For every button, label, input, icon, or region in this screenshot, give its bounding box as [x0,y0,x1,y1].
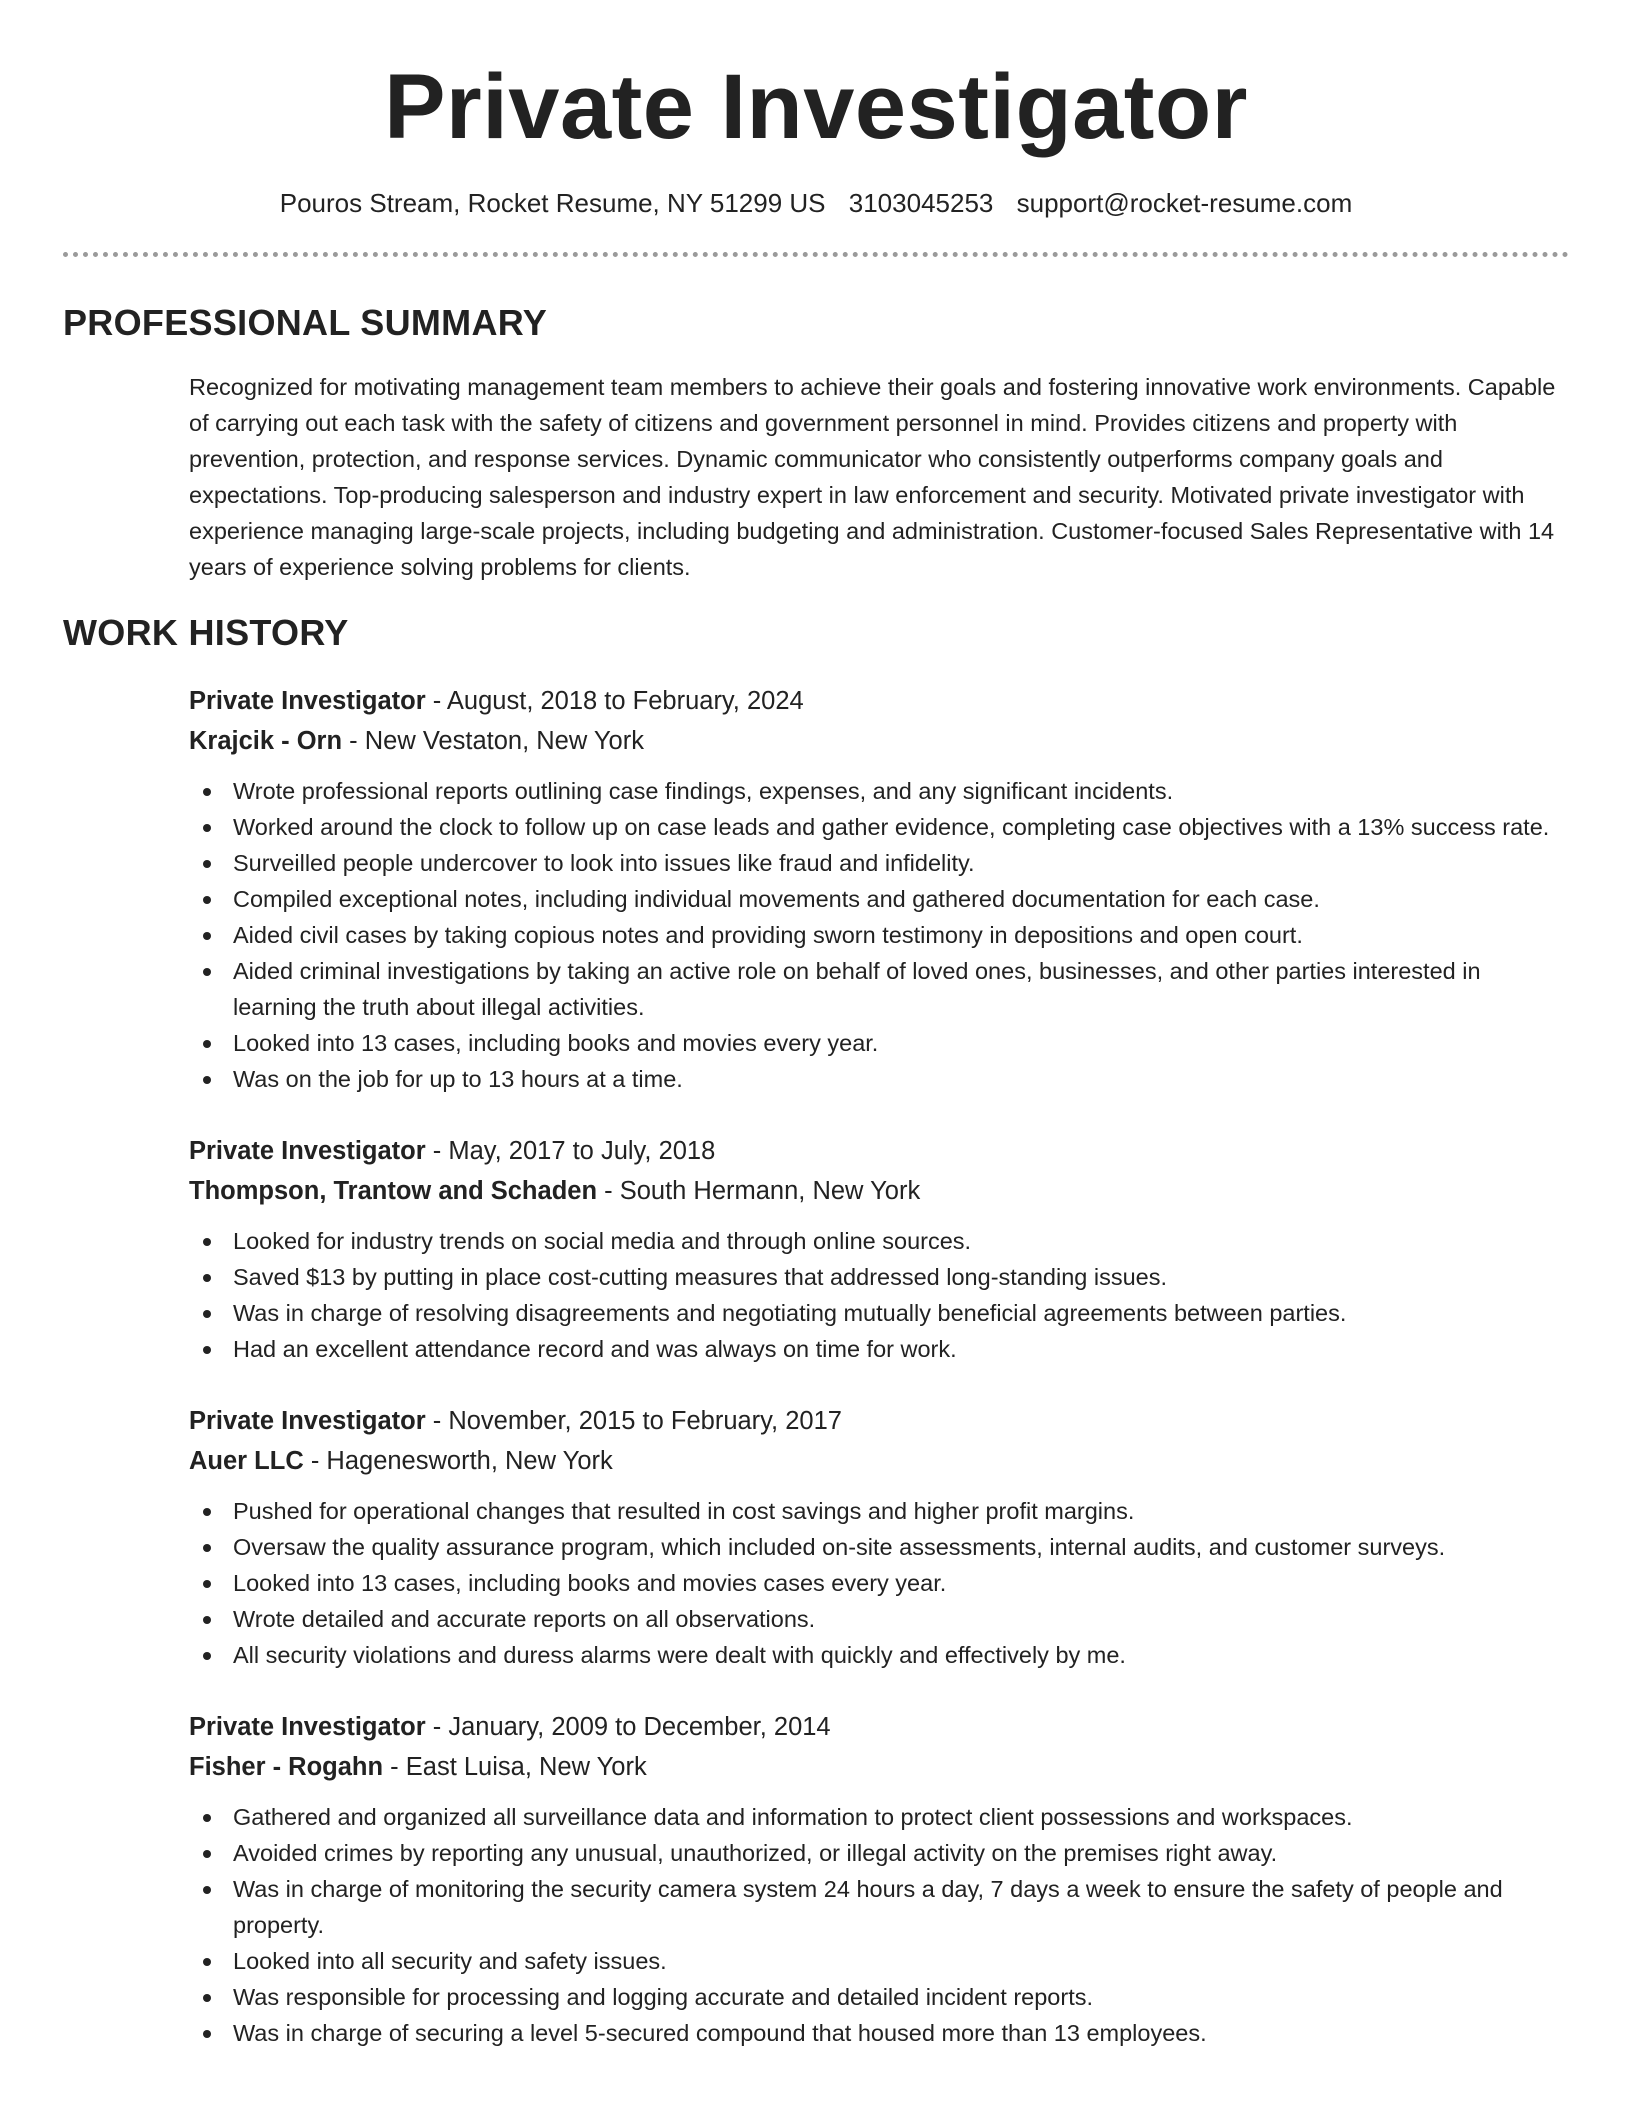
professional-summary-section [63,301,1569,585]
job-bullet-list [189,1493,1569,1673]
job-bullet: Was on the job for up to 13 hours at a time. [189,1061,1569,1097]
job-location: - East Luisa, New York [383,1753,647,1781]
job-role: Private Investigator [189,687,426,715]
job-bullet: Looked into 13 cases, including books and movies every year. [189,1025,1569,1061]
job-company: Auer LLC [189,1447,304,1475]
job-bullet: Oversaw the quality assurance program, which included on-site assessments, internal audits, and customer surveys. [189,1529,1569,1565]
job-location: - New Vestaton, New York [342,727,644,755]
job-bullet: Saved $13 by putting in place cost-cutting measures that addressed long-standing issues. [189,1259,1569,1295]
job-bullet: Looked for industry trends on social media and through online sources. [189,1223,1569,1259]
job-company-line [189,1747,1569,1787]
work-history-heading: WORK HISTORY [63,612,349,653]
job-bullet: Worked around the clock to follow up on case leads and gather evidence, completing case objectives with a 13% success rate. [189,809,1569,845]
job-role: Private Investigator [189,1137,426,1165]
job-company-line [189,721,1569,761]
job-bullet: Gathered and organized all surveillance data and information to protect client possessions and workspaces. [189,1799,1569,1835]
job-bullet: Surveilled people undercover to look into issues like fraud and infidelity. [189,845,1569,881]
job-title-line [189,1401,1569,1441]
job-bullet: Was in charge of monitoring the security camera system 24 hours a day, 7 days a week to ensure the safety of people and property. [189,1871,1569,1943]
job-bullet: Aided criminal investigations by taking an active role on behalf of loved ones, businesses, and other parties interested in learning the truth about illegal activities. [189,953,1569,1025]
contact-email: support@rocket-resume.com [1016,188,1353,218]
job-bullet: Was in charge of resolving disagreements and negotiating mutually beneficial agreements between parties. [189,1295,1569,1331]
job-bullet-list [189,773,1569,1097]
contact-info [63,186,1569,220]
job-bullet: Was in charge of securing a level 5-secured compound that housed more than 13 employees. [189,2015,1569,2051]
job-location: - Hagenesworth, New York [303,1447,613,1475]
job-bullet: Pushed for operational changes that resulted in cost savings and higher profit margins. [189,1493,1569,1529]
job-bullet: Looked into 13 cases, including books and movies cases every year. [189,1565,1569,1601]
contact-address: Pouros Stream, Rocket Resume, NY 51299 US [279,188,826,218]
job-bullet-list [189,1799,1569,2051]
job-bullet: Wrote professional reports outlining case findings, expenses, and any significant incidents. [189,773,1569,809]
job-company: Fisher - Rogahn [189,1753,384,1781]
candidate-name: Private Investigator [384,56,1248,158]
summary-text: Recognized for motivating management team members to achieve their goals and fostering innovative work environments. Capable of carrying out each task with the safety of citizens and government personnel in mind. Provides citizens and property with prevention, protection, and response services. Dynamic communicator who consistently outperforms company goals and expectations. Top-producing salesperson and industry expert in law enforcement and security. Motivated private investigator with experience managing large-scale projects, including budgeting and administration. Customer-focused Sales Representative with 14 years of experience solving problems for clients. [189,374,1556,580]
job-bullet: Had an excellent attendance record and was always on time for work. [189,1331,1569,1367]
job-bullet: Was responsible for processing and logging accurate and detailed incident reports. [189,1979,1569,2015]
job-company-line [189,1171,1569,1211]
work-history-section [63,611,1569,2051]
job-bullet: Looked into all security and safety issues. [189,1943,1569,1979]
job-dates: - November, 2015 to February, 2017 [425,1407,842,1435]
job-title-line [189,681,1569,721]
job-dates: - August, 2018 to February, 2024 [425,687,804,715]
job-entry [189,1401,1569,1673]
job-bullet: All security violations and duress alarms were dealt with quickly and effectively by me. [189,1637,1569,1673]
job-company-line [189,1441,1569,1481]
job-bullet: Wrote detailed and accurate reports on all observations. [189,1601,1569,1637]
job-dates: - May, 2017 to July, 2018 [425,1137,716,1165]
job-title-line [189,1131,1569,1171]
job-company: Krajcik - Orn [189,727,343,755]
job-bullet: Compiled exceptional notes, including individual movements and gathered documentation for each case. [189,881,1569,917]
job-company: Thompson, Trantow and Schaden [189,1177,598,1205]
job-dates: - January, 2009 to December, 2014 [425,1713,831,1741]
job-location: - South Hermann, New York [597,1177,921,1205]
job-role: Private Investigator [189,1713,426,1741]
job-bullet: Aided civil cases by taking copious notes and providing sworn testimony in depositions and open court. [189,917,1569,953]
header-divider [63,252,1569,257]
job-entry [189,1707,1569,2051]
summary-heading: PROFESSIONAL SUMMARY [63,302,548,343]
job-bullet-list [189,1223,1569,1367]
job-title-line [189,1707,1569,1747]
contact-phone: 3103045253 [848,188,994,218]
job-entry [189,1131,1569,1367]
job-entry [189,681,1569,1097]
job-role: Private Investigator [189,1407,426,1435]
job-bullet: Avoided crimes by reporting any unusual, unauthorized, or illegal activity on the premises right away. [189,1835,1569,1871]
